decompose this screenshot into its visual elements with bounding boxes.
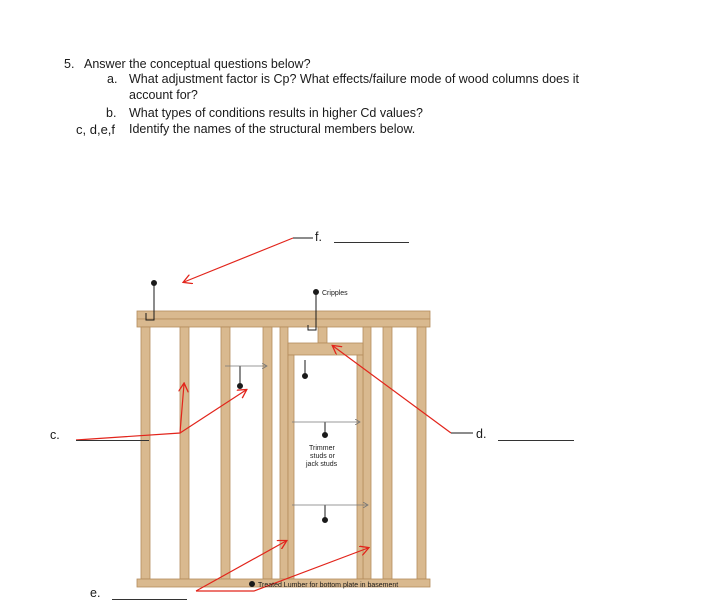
callout-dot bbox=[314, 290, 319, 295]
part-b-text: What types of conditions results in higher Cd values? bbox=[129, 106, 423, 120]
callout-dot bbox=[323, 518, 328, 523]
trimmer-label-line1: Trimmer bbox=[309, 445, 335, 452]
stud bbox=[180, 327, 189, 579]
cripple-stud bbox=[318, 327, 327, 343]
callout-dot bbox=[303, 374, 308, 379]
part-a-text-continued: account for? bbox=[129, 88, 198, 102]
blank-c-line[interactable] bbox=[76, 440, 149, 441]
top-plate-upper bbox=[137, 311, 430, 319]
question-text: Answer the conceptual questions below? bbox=[84, 57, 311, 71]
callout-dot bbox=[152, 281, 157, 286]
stud bbox=[263, 327, 272, 579]
part-c-letter: c, d,e,f bbox=[76, 122, 116, 137]
stud bbox=[221, 327, 230, 579]
blank-f-line[interactable] bbox=[334, 242, 409, 243]
wall-frame bbox=[137, 311, 430, 587]
cripples-label: Cripples bbox=[322, 290, 348, 297]
part-b-letter: b. bbox=[106, 106, 117, 120]
part-a-text: What adjustment factor is Cp? What effects/failure mode of wood columns does it bbox=[129, 72, 579, 86]
blank-e-line[interactable] bbox=[112, 599, 187, 600]
blank-d-label: d. bbox=[476, 427, 487, 441]
part-c-text: Identify the names of the structural members below. bbox=[129, 122, 416, 136]
bottom-plate-label: Treated Lumber for bottom plate in basement bbox=[258, 582, 399, 589]
stud bbox=[417, 327, 426, 579]
blank-e-label: e. bbox=[90, 586, 101, 600]
blank-d-line[interactable] bbox=[498, 440, 574, 441]
trimmer-label-line3: jack studs bbox=[306, 461, 338, 468]
king-stud bbox=[280, 327, 288, 579]
question-number: 5. bbox=[64, 57, 75, 71]
part-a-letter: a. bbox=[107, 72, 118, 86]
stud bbox=[141, 327, 150, 579]
header bbox=[288, 343, 363, 355]
callout-dot bbox=[323, 433, 328, 438]
dimension-arrows bbox=[225, 366, 368, 505]
trimmer-stud bbox=[357, 355, 363, 579]
stud bbox=[383, 327, 392, 579]
top-plate-lower bbox=[137, 319, 430, 327]
king-stud bbox=[363, 327, 371, 579]
blank-c-label: c. bbox=[50, 428, 60, 442]
trimmer-label-line2: studs or bbox=[310, 453, 335, 460]
trimmer-stud bbox=[288, 355, 294, 579]
blank-f-label: f. bbox=[315, 230, 322, 244]
callout-dot bbox=[250, 582, 255, 587]
callout-dot bbox=[238, 384, 243, 389]
